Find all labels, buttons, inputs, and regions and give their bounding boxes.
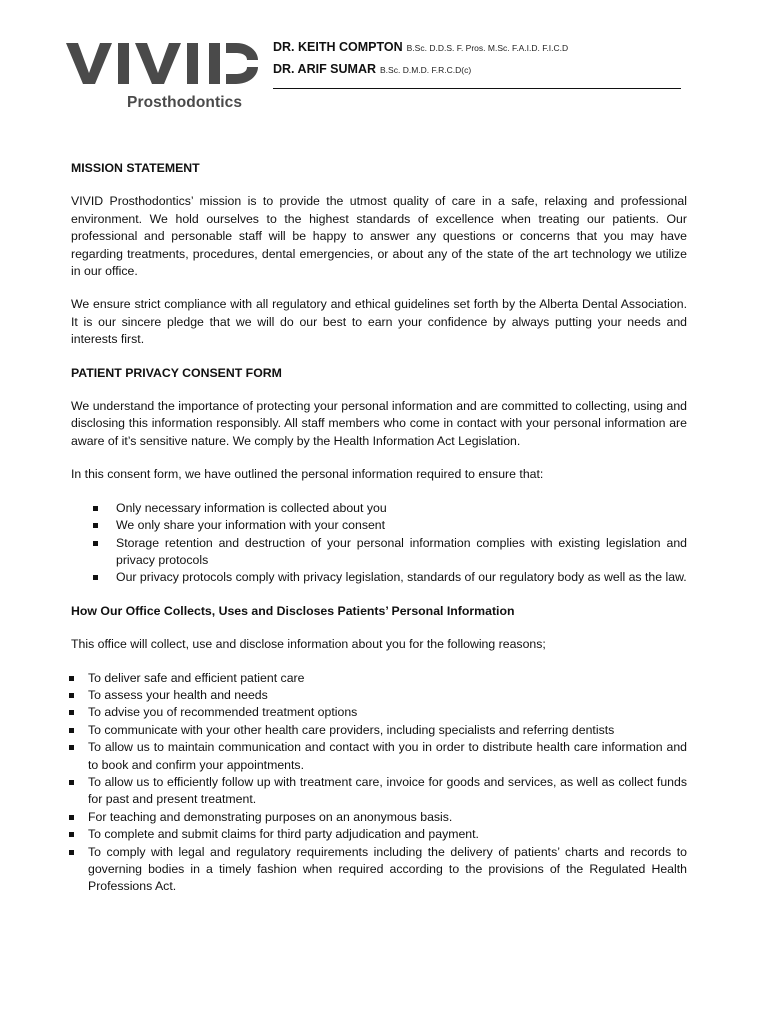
list-item: To communicate with your other health care providers, including specialists and referring dentists <box>88 722 687 739</box>
list-item: We only share your information with your consent <box>116 517 687 534</box>
list-item: For teaching and demonstrating purposes on an anonymous basis. <box>88 809 687 826</box>
doctor-name: DR. ARIF SUMAR <box>273 62 377 76</box>
mission-paragraph: We ensure strict compliance with all regulatory and ethical guidelines set forth by the Alberta Dental Association. It is our sincere pledge that we will do our best to earn your confidence by always putting your needs and interests first. <box>71 297 687 347</box>
mission-paragraph: VIVID Prosthodontics’ mission is to provide the utmost quality of care in a safe, relaxing and professional environment. We hold ourselves to the highest standards of excellence when treating our patients. Our professional and personable staff will be happy to answer any questions or concerns that you may have regarding treatments, procedures, dental emergencies, or about any of the state of the art technology we utilize in our office. <box>71 194 687 279</box>
doctor-line <box>273 60 681 82</box>
list-item: To advise you of recommended treatment options <box>88 704 687 721</box>
doctor-list <box>273 38 681 82</box>
header-divider <box>273 88 681 89</box>
list-item: Only necessary information is collected about you <box>116 500 687 517</box>
collection-intro: This office will collect, use and disclose information about you for the following reasons; <box>71 637 546 652</box>
list-item: To complete and submit claims for third party adjudication and payment. <box>88 826 687 843</box>
privacy-bullet-list <box>116 500 687 587</box>
mission-heading: MISSION STATEMENT <box>71 161 200 175</box>
list-item: To allow us to efficiently follow up with treatment care, invoice for goods and services, as well as collect funds for past and present treatment. <box>88 774 687 809</box>
privacy-paragraph: In this consent form, we have outlined the personal information required to ensure that: <box>71 467 544 482</box>
doctor-credentials: B.Sc. D.M.D. F.R.C.D(c) <box>380 65 472 75</box>
collection-heading: How Our Office Collects, Uses and Discloses Patients’ Personal Information <box>71 603 515 618</box>
list-item: Storage retention and destruction of your personal information complies with existing legislation and privacy protocols <box>116 535 687 570</box>
list-item: To allow us to maintain communication and contact with you in order to distribute health care information and to book and confirm your appointments. <box>88 739 687 774</box>
doctor-line <box>273 38 681 60</box>
document-body <box>71 160 687 912</box>
list-item: To deliver safe and efficient patient care <box>88 670 687 687</box>
doctor-name: DR. KEITH COMPTON <box>273 40 403 54</box>
doctor-credentials: B.Sc. D.D.S. F. Pros. M.Sc. F.A.I.D. F.I.C.D <box>406 43 569 53</box>
vivid-wordmark <box>66 40 266 90</box>
vivid-logo <box>66 40 266 116</box>
collection-bullet-list <box>88 670 687 896</box>
list-item: To assess your health and needs <box>88 687 687 704</box>
list-item: Our privacy protocols comply with privacy legislation, standards of our regulatory body as well as the law. <box>116 569 687 586</box>
list-item: To comply with legal and regulatory requirements including the delivery of patients’ charts and records to governing bodies in a timely fashion when required according to the provisions of the Regulated Health Professions Act. <box>88 844 687 896</box>
privacy-paragraph: We understand the importance of protecting your personal information and are committed to collecting, using and disclosing this information responsibly. All staff members who come in contact with your personal information are aware of it’s sensitive nature. We comply by the Health Information Act Legislation. <box>71 399 687 448</box>
privacy-heading: PATIENT PRIVACY CONSENT FORM <box>71 365 282 380</box>
logo-tagline: Prosthodontics <box>127 94 243 111</box>
